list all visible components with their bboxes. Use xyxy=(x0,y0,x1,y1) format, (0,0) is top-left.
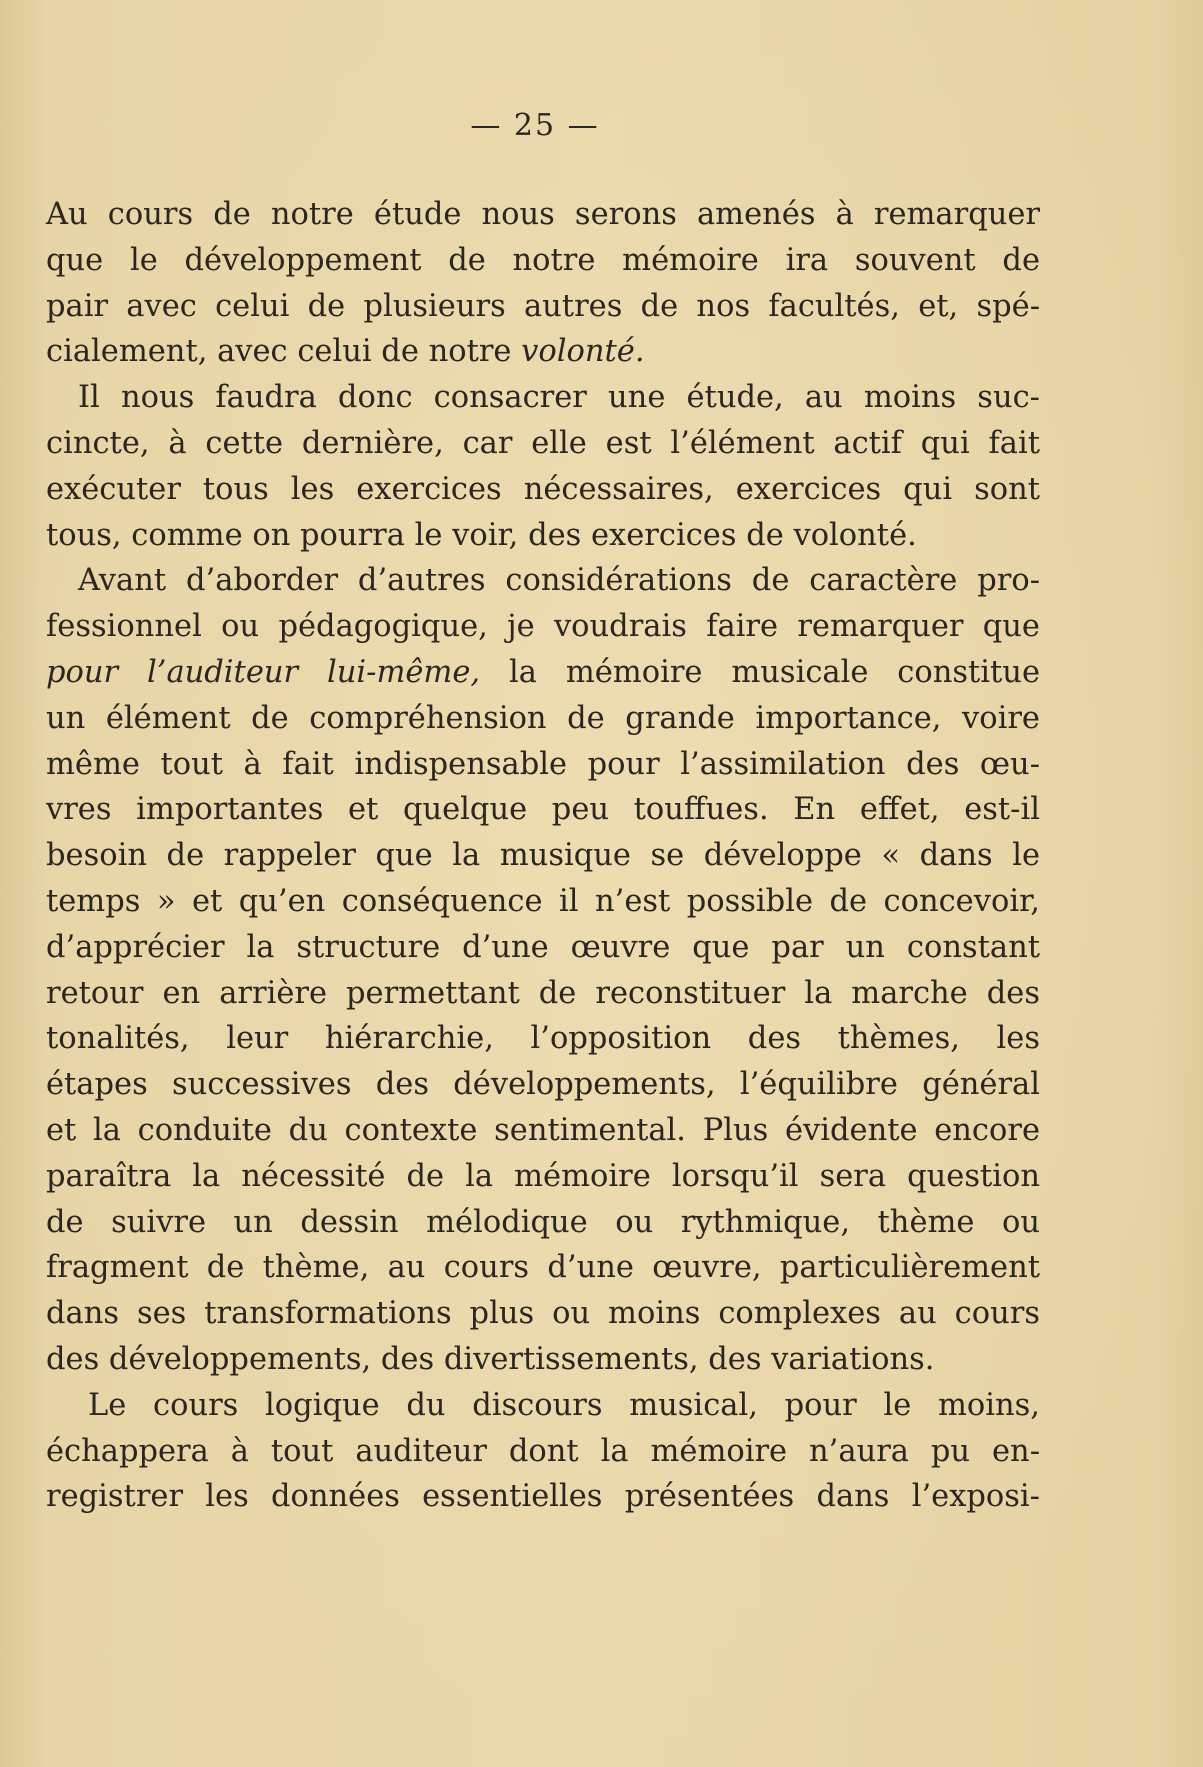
line-text: besoin de rappeler que la musique se développe « dans le xyxy=(46,838,1040,874)
line-text: que le développement de notre mémoire ira souvent de xyxy=(46,242,1040,278)
text-line xyxy=(46,925,1040,971)
text-line xyxy=(46,238,1040,284)
line-text: échappera à tout auditeur dont la mémoire n’aura pu en- xyxy=(46,1433,1040,1469)
line-text: Au cours de notre étude nous serons amenés à remarquer xyxy=(46,197,1040,232)
line-text: fessionnel ou pédagogique, je voudrais faire remarquer que xyxy=(46,609,1040,645)
page-number: — 25 — xyxy=(470,108,600,143)
text-line xyxy=(46,284,1040,330)
line-text: temps » et qu’en conséquence il n’est possible de concevoir, xyxy=(46,883,1040,919)
text-line xyxy=(46,1337,1040,1383)
text-line xyxy=(46,1245,1040,1291)
text-line xyxy=(46,1474,1040,1520)
text-line xyxy=(46,696,1040,742)
line-text: vres importantes et quelque peu touffues. En effet, est-il xyxy=(46,792,1040,828)
text-line xyxy=(46,1200,1040,1246)
line-text: tous, comme on pourra le voir, des exercices de volonté. xyxy=(46,517,917,553)
line-text: exécuter tous les exercices nécessaires, exercices qui sont xyxy=(46,471,1040,507)
line-text: et la conduite du contexte sentimental. Plus évidente encore xyxy=(46,1112,1040,1148)
text-line xyxy=(46,513,1040,559)
line-text: cincte, à cette dernière, car elle est l’élément actif qui fait xyxy=(46,425,1040,461)
line-text: fragment de thème, au cours d’une œuvre, particulièrement xyxy=(46,1250,1040,1286)
text-line xyxy=(46,375,1040,421)
text-line xyxy=(46,1154,1040,1200)
text-line xyxy=(46,1016,1040,1062)
text-line xyxy=(46,833,1040,879)
text-line xyxy=(46,1383,1040,1429)
text-line xyxy=(46,1108,1040,1154)
text-line xyxy=(46,421,1040,467)
body-text xyxy=(46,192,1040,1520)
line-text: un élément de compréhension de grande importance, voire xyxy=(46,700,1040,736)
text-line xyxy=(46,1291,1040,1337)
text-line xyxy=(46,604,1040,650)
text-line xyxy=(46,787,1040,833)
line-text: tonalités, leur hiérarchie, l’opposition des thèmes, les xyxy=(46,1021,1040,1057)
text-line xyxy=(46,329,1040,375)
line-text: retour en arrière permettant de reconstituer la marche des xyxy=(46,975,1040,1011)
italic-text: pour l’auditeur lui-même, xyxy=(46,654,481,690)
line-text: registrer les données essentielles présentées dans l’exposi- xyxy=(46,1479,1040,1515)
line-text: la mémoire musicale constitue xyxy=(480,654,1040,690)
line-text: cialement, avec celui de notre xyxy=(46,334,522,370)
line-text: pair avec celui de plusieurs autres de nos facultés, et, spé- xyxy=(46,288,1040,324)
text-line xyxy=(46,558,1040,604)
line-text: étapes successives des développements, l’équilibre général xyxy=(46,1067,1040,1103)
line-text: d’apprécier la structure d’une œuvre que par un constant xyxy=(46,929,1040,965)
line-text: de suivre un dessin mélodique ou rythmique, thème ou xyxy=(46,1204,1040,1240)
text-line xyxy=(46,742,1040,788)
line-text: des développements, des divertissements, des variations. xyxy=(46,1341,935,1377)
line-text: paraîtra la nécessité de la mémoire lorsqu’il sera question xyxy=(46,1158,1040,1194)
line-text: Il nous faudra donc consacrer une étude, au moins suc- xyxy=(78,380,1040,416)
text-line xyxy=(46,1429,1040,1475)
line-text: Le cours logique du discours musical, pour le moins, xyxy=(88,1387,1040,1423)
text-line xyxy=(46,879,1040,925)
line-text: Avant d’aborder d’autres considérations de caractère pro- xyxy=(78,563,1040,599)
text-line xyxy=(46,1062,1040,1108)
text-line xyxy=(46,192,1040,238)
italic-text: volonté. xyxy=(521,334,645,370)
text-line xyxy=(46,650,1040,696)
line-text: dans ses transformations plus ou moins complexes au cours xyxy=(46,1296,1040,1332)
text-line xyxy=(46,971,1040,1017)
text-line xyxy=(46,467,1040,513)
line-text: même tout à fait indispensable pour l’assimilation des œu- xyxy=(46,746,1040,782)
